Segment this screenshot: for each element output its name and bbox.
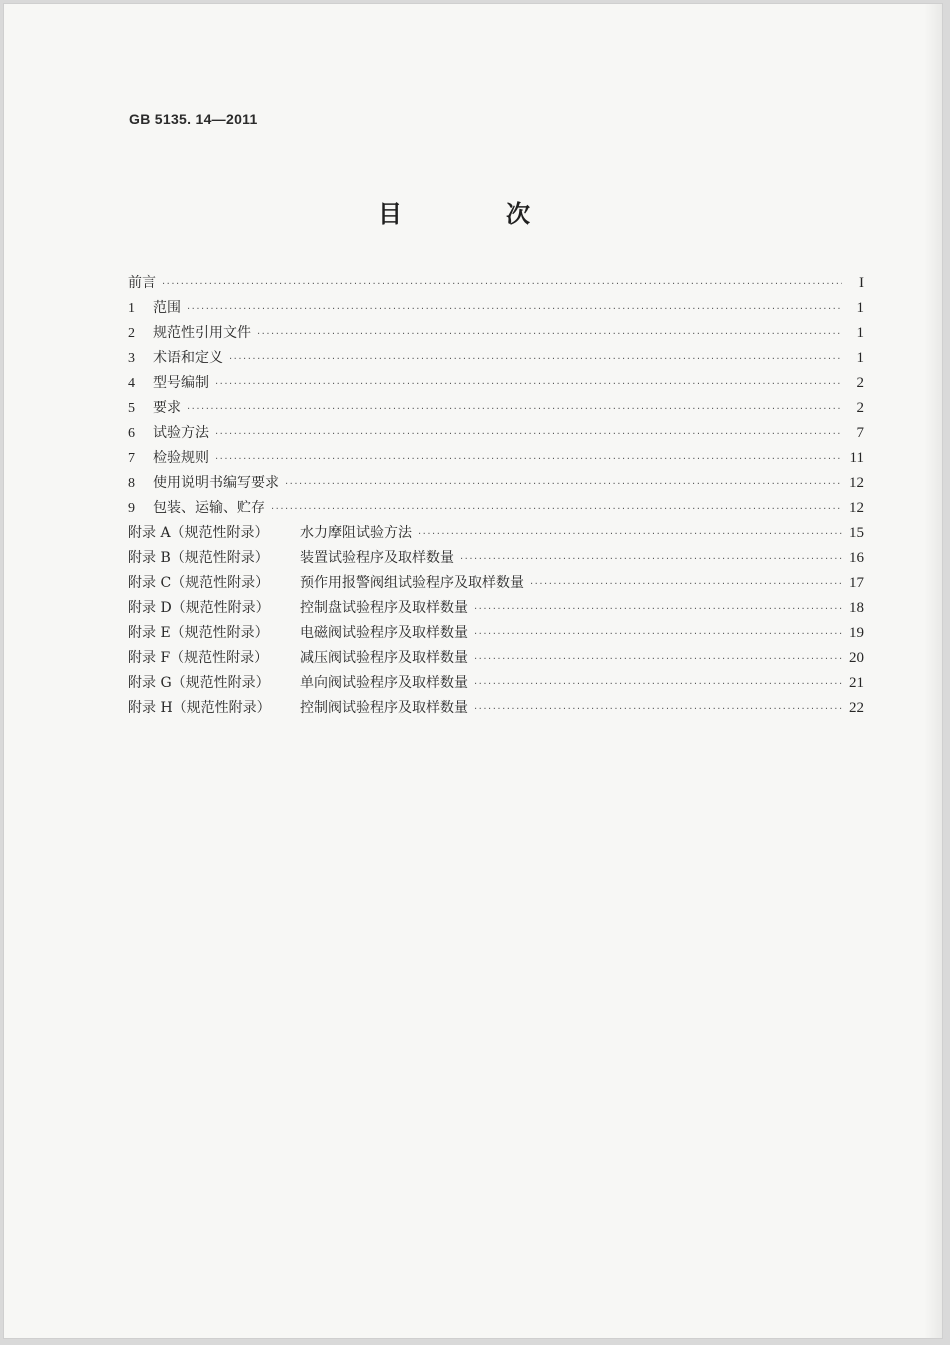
dot-leader xyxy=(229,354,842,365)
toc-annex-f[interactable] xyxy=(128,647,864,672)
toc-entry-page: 2 xyxy=(856,400,864,416)
toc-entry-page: 1 xyxy=(856,300,864,316)
toc-annex-label: 附录 A（规范性附录） xyxy=(128,525,269,541)
toc-entry-title: 要求 xyxy=(153,400,181,416)
toc-entry-title: 规范性引用文件 xyxy=(153,325,251,341)
toc-annex-page: 20 xyxy=(849,650,864,666)
toc-entry-4[interactable] xyxy=(128,372,864,397)
toc-annex-title: 控制盘试验程序及取样数量 xyxy=(300,600,468,616)
toc-entry-title: 使用说明书编写要求 xyxy=(153,475,279,491)
toc-entry-page: 11 xyxy=(849,450,864,466)
dot-leader xyxy=(474,704,842,715)
dot-leader xyxy=(187,404,842,415)
toc-annex-e[interactable] xyxy=(128,622,864,647)
toc-entry-page: 1 xyxy=(856,350,864,366)
toc-entry-8[interactable] xyxy=(128,472,864,497)
toc-annex-d[interactable] xyxy=(128,597,864,622)
toc-entry-title: 检验规则 xyxy=(153,450,209,466)
toc-annex-page: 16 xyxy=(849,550,864,566)
toc-entry-page: 7 xyxy=(856,425,864,441)
dot-leader xyxy=(460,554,842,565)
dot-leader xyxy=(162,279,842,290)
toc-entry-title: 前言 xyxy=(128,275,156,291)
toc-annex-label: 附录 G（规范性附录） xyxy=(128,675,270,691)
toc-annex-title: 电磁阀试验程序及取样数量 xyxy=(300,625,468,641)
toc-entry-foreword[interactable] xyxy=(128,272,864,297)
toc-annex-label: 附录 C（规范性附录） xyxy=(128,575,270,591)
dot-leader xyxy=(257,329,842,340)
toc-entry-5[interactable] xyxy=(128,397,864,422)
toc-entry-page: 12 xyxy=(849,475,864,491)
toc-entry-number: 2 xyxy=(128,326,135,341)
toc-annex-title: 单向阀试验程序及取样数量 xyxy=(300,675,468,691)
toc-annex-label: 附录 D（规范性附录） xyxy=(128,600,270,616)
toc-entry-page: I xyxy=(859,275,864,291)
toc-annex-page: 18 xyxy=(849,600,864,616)
toc-entry-number: 9 xyxy=(128,501,135,516)
toc-entry-page: 12 xyxy=(849,500,864,516)
toc-annex-page: 19 xyxy=(849,625,864,641)
toc-annex-title: 减压阀试验程序及取样数量 xyxy=(300,650,468,666)
table-of-contents xyxy=(128,272,864,722)
dot-leader xyxy=(215,429,842,440)
dot-leader xyxy=(285,479,842,490)
dot-leader xyxy=(187,304,842,315)
toc-entry-page: 1 xyxy=(856,325,864,341)
toc-annex-title: 水力摩阻试验方法 xyxy=(300,525,412,541)
toc-title: 目 次 xyxy=(378,200,570,228)
document-code: GB 5135. 14—2011 xyxy=(129,111,258,127)
toc-entry-title: 型号编制 xyxy=(153,375,209,391)
toc-entry-number: 3 xyxy=(128,351,135,366)
dot-leader xyxy=(271,504,842,515)
dot-leader xyxy=(215,379,842,390)
toc-annex-g[interactable] xyxy=(128,672,864,697)
document-page xyxy=(4,4,942,1338)
toc-entry-9[interactable] xyxy=(128,497,864,522)
dot-leader xyxy=(474,629,842,640)
toc-annex-label: 附录 F（规范性附录） xyxy=(128,650,269,666)
toc-annex-title: 预作用报警阀组试验程序及取样数量 xyxy=(300,575,524,591)
toc-annex-label: 附录 B（规范性附录） xyxy=(128,550,269,566)
toc-annex-label: 附录 E（规范性附录） xyxy=(128,625,269,641)
toc-annex-c[interactable] xyxy=(128,572,864,597)
toc-annex-h[interactable] xyxy=(128,697,864,722)
toc-annex-page: 22 xyxy=(849,700,864,716)
toc-annex-page: 17 xyxy=(849,575,864,591)
toc-entry-number: 7 xyxy=(128,451,135,466)
dot-leader xyxy=(474,604,842,615)
toc-annex-title: 装置试验程序及取样数量 xyxy=(300,550,454,566)
dot-leader xyxy=(474,679,842,690)
toc-entry-page: 2 xyxy=(856,375,864,391)
toc-annex-a[interactable] xyxy=(128,522,864,547)
toc-entry-title: 术语和定义 xyxy=(153,350,223,366)
toc-entry-7[interactable] xyxy=(128,447,864,472)
toc-annex-label: 附录 H（规范性附录） xyxy=(128,700,271,716)
toc-entry-title: 试验方法 xyxy=(153,425,209,441)
toc-entry-title: 包装、运输、贮存 xyxy=(153,500,265,516)
toc-entry-1[interactable] xyxy=(128,297,864,322)
toc-entry-number: 6 xyxy=(128,426,135,441)
toc-entry-number: 1 xyxy=(128,301,135,316)
dot-leader xyxy=(474,654,842,665)
toc-entry-2[interactable] xyxy=(128,322,864,347)
toc-annex-page: 15 xyxy=(849,525,864,541)
dot-leader xyxy=(418,529,842,540)
page-edge-shadow xyxy=(924,4,942,1338)
dot-leader xyxy=(215,454,842,465)
toc-entry-6[interactable] xyxy=(128,422,864,447)
toc-entry-number: 5 xyxy=(128,401,135,416)
dot-leader xyxy=(530,579,842,590)
toc-entry-number: 4 xyxy=(128,376,135,391)
toc-annex-b[interactable] xyxy=(128,547,864,572)
toc-entry-3[interactable] xyxy=(128,347,864,372)
toc-annex-title: 控制阀试验程序及取样数量 xyxy=(300,700,468,716)
toc-annex-page: 21 xyxy=(849,675,864,691)
toc-entry-title: 范围 xyxy=(153,300,181,316)
toc-entry-number: 8 xyxy=(128,476,135,491)
